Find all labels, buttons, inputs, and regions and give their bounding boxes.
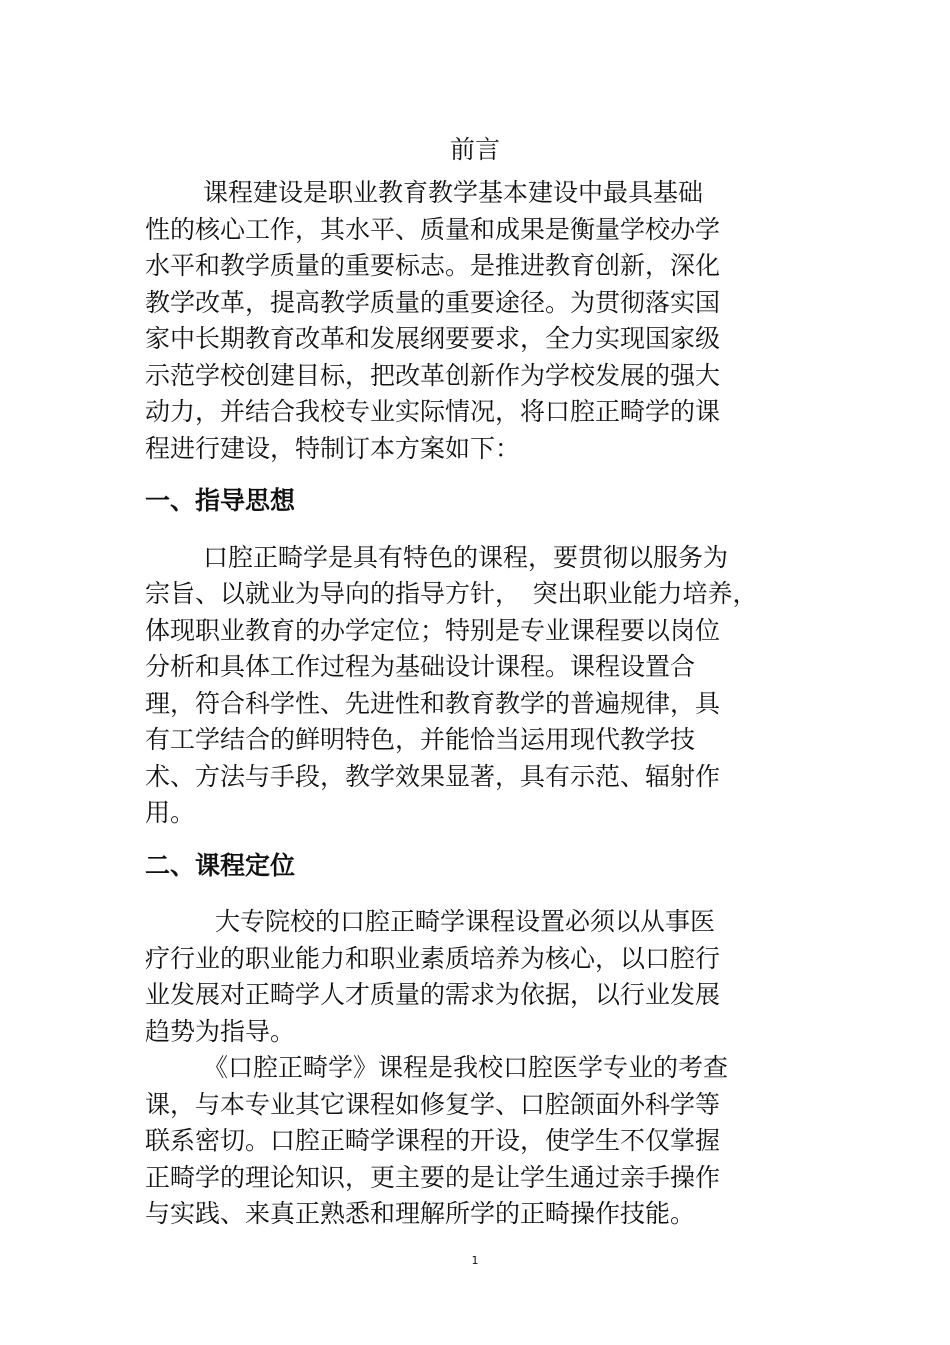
text-line: 课程建设是职业教育教学基本建设中最具基础	[203, 178, 704, 207]
course-positioning-paragraph-2	[145, 1050, 770, 1233]
text-line: 有工学结合的鲜明特色，并能恰当运用现代教学技	[145, 725, 696, 754]
intro-paragraph	[145, 175, 770, 467]
text-line: 示范学校创建目标，把改革创新作为学校发展的强大	[145, 360, 721, 390]
text-line: 动力，并结合我校专业实际情况，将口腔正畸学的课	[145, 397, 721, 426]
text-line: 宗旨、以就业为导向的指导方针， 突出职业能力培养，	[145, 579, 758, 608]
page-title: 前言	[449, 135, 500, 164]
guiding-ideology-paragraph	[145, 540, 770, 832]
text-line: 正畸学的理论知识，更主要的是让学生通过亲手操作	[145, 1162, 721, 1192]
text-line: 《口腔正畸学》课程是我校口腔医学专业的考查	[203, 1053, 729, 1082]
document-body	[145, 175, 770, 1233]
text-line: 业发展对正畸学人才质量的需求为依据，以行业发展	[145, 980, 721, 1009]
text-line: 教学改革，提高教学质量的重要途径。为贯彻落实国	[145, 287, 721, 317]
text-line: 与实践、来真正熟悉和理解所学的正畸操作技能。	[145, 1199, 696, 1228]
text-line: 体现职业教育的办学定位；特别是专业课程要以岗位	[145, 615, 721, 645]
section-heading-guiding-ideology: 一、指导思想	[145, 486, 296, 515]
text-line: 用。	[145, 798, 196, 827]
text-line: 趋势为指导。	[145, 1016, 296, 1046]
course-positioning-paragraph-1	[145, 904, 770, 1050]
text-line: 家中长期教育改革和发展纲要要求，全力实现国家级	[145, 324, 721, 353]
text-line: 术、方法与手段，教学效果显著，具有示范、辐射作	[145, 761, 721, 791]
text-line: 大专院校的口腔正畸学课程设置必须以从事医	[215, 907, 716, 936]
text-line: 性的核心工作，其水平、质量和成果是衡量学校办学	[145, 214, 721, 244]
text-line: 疗行业的职业能力和职业素质培养为核心，以口腔行	[145, 943, 721, 973]
section-heading-course-positioning: 二、课程定位	[145, 850, 296, 880]
text-line: 水平和教学质量的重要标志。是推进教育创新，深化	[145, 251, 721, 280]
text-line: 口腔正畸学是具有特色的课程，要贯彻以服务为	[203, 542, 729, 572]
text-line: 联系密切。口腔正畸学课程的开设，使学生不仅掌握	[145, 1126, 721, 1155]
text-line: 程进行建设，特制订本方案如下：	[145, 433, 521, 463]
text-line: 分析和具体工作过程为基础设计课程。课程设置合	[145, 652, 696, 681]
text-line: 课，与本专业其它课程如修复学、口腔颌面外科学等	[145, 1089, 721, 1119]
text-line: 理，符合科学性、先进性和教育教学的普遍规律，具	[145, 688, 721, 718]
page-number: 1	[471, 1254, 479, 1267]
